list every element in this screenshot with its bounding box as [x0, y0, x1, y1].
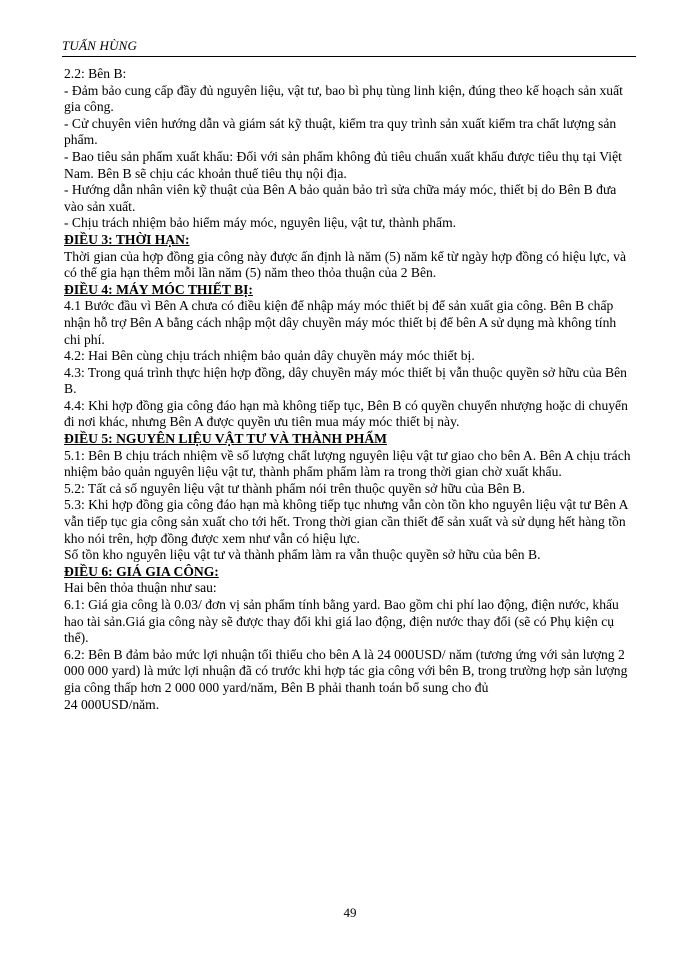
paragraph: 6.2: Bên B đảm bảo mức lợi nhuận tối thiểu cho bên A là 24 000USD/ năm (tương ứng với sản lượng 2 000 000 yard) là mức lợi nhuận đã có trước khi hợp tác gia công với bên B, trong trường hợp sản lượng gia công thấp hơn 2 000 000 yard/năm, Bên B phải thanh toán bổ sung cho đủ — [64, 646, 628, 695]
section-heading: ĐIỀU 4: MÁY MÓC THIẾT BỊ: — [64, 281, 253, 297]
page-number: 49 — [343, 905, 357, 920]
document-body — [64, 66, 636, 713]
paragraph: Hai bên thỏa thuận như sau: — [64, 580, 217, 596]
paragraph: - Hướng dẫn nhân viên kỹ thuật của Bên A bảo quản bảo trì sửa chữa máy móc, thiết bị do Bên B đưa vào sản xuất. — [64, 182, 617, 214]
paragraph: - Chịu trách nhiệm bảo hiểm máy móc, nguyên liệu, vật tư, thành phẩm. — [64, 215, 457, 231]
paragraph: 4.3: Trong quá trình thực hiện hợp đồng, dây chuyền máy móc thiết bị vẫn thuộc quyền sở hữu của Bên B. — [64, 364, 627, 397]
paragraph: 2.2: Bên B: — [64, 66, 127, 81]
section-heading: ĐIỀU 5: NGUYÊN LIỆU VẬT TƯ VÀ THÀNH PHẨM — [64, 431, 388, 447]
paragraph: Số tồn kho nguyên liệu vật tư và thành phẩm làm ra vẫn thuộc quyền sở hữu của bên B. — [64, 547, 541, 563]
paragraph: 5.2: Tất cả số nguyên liệu vật tư thành phẩm nói trên thuộc quyền sở hữu của Bên B. — [64, 480, 526, 496]
paragraph: 4.2: Hai Bên cùng chịu trách nhiệm bảo quản dây chuyền máy móc thiết bị. — [64, 348, 475, 364]
running-header: TUẤN HÙNG — [62, 38, 636, 57]
paragraph: 6.1: Giá gia công là 0.03/ đơn vị sản phẩm tính bằng yard. Bao gồm chi phí lao động, điện nước, khấu hao tài sản.Giá gia công này sẽ được thay đổi khi giá lao động, điện nước thay đổi (sẽ có Phụ kiện cụ thể). — [64, 597, 619, 646]
paragraph: - Đảm bảo cung cấp đầy đủ nguyên liệu, vật tư, bao bì phụ tùng linh kiện, đúng theo kế hoạch sản xuất gia công. — [64, 82, 623, 115]
paragraph: 5.1: Bên B chịu trách nhiệm về số lượng chất lượng nguyên liệu vật tư giao cho bên A. Bên A chịu trách nhiệm bảo quản nguyên liệu vật tư, thành phẩm phẩm làm ra trong thời gian chờ xuất khẩu. — [64, 447, 631, 480]
section-heading: ĐIỀU 6: GIÁ GIA CÔNG: — [64, 563, 219, 579]
paragraph: 4.4: Khi hợp đồng gia công đáo hạn mà không tiếp tục, Bên B có quyền chuyển nhượng hoặc di chuyển đi nơi khác, nhưng Bên A được quyền ưu tiên mua máy móc thiết bị này. — [64, 397, 628, 430]
paragraph: 4.1 Bước đầu vì Bên A chưa có điều kiện để nhập máy móc thiết bị để sản xuất gia công. Bên B chấp nhận hỗ trợ Bên A bằng cách nhập một dây chuyền máy móc thiết bị để bên A sử dụng mà không tính chi phí. — [64, 298, 617, 347]
paragraph: 5.3: Khi hợp đồng gia công đáo hạn mà không tiếp tục nhưng vẫn còn tồn kho nguyên liệu vật tư Bên A vẫn tiếp tục gia công sản xuất cho tới hết. Trong thời gian cần thiết để sản xuất và sử dụng hết hàng tồn kho nói trên, hợp đồng được xem như vẫn có hiệu lực. — [64, 497, 628, 546]
section-heading: ĐIỀU 3: THỜI HẠN: — [64, 231, 190, 247]
paragraph: - Cử chuyên viên hướng dẫn và giám sát kỹ thuật, kiểm tra quy trình sản xuất kiểm tra chất lượng sản phẩm. — [64, 115, 617, 148]
paragraph: - Bao tiêu sản phẩm xuất khẩu: Đối với sản phẩm không đủ tiêu chuẩn xuất khẩu được tiêu thụ tại Việt Nam. Bên B sẽ chịu các khoản thuế tiêu thụ nội địa. — [64, 148, 622, 181]
paragraph: Thời gian của hợp đồng gia công này được ấn định là năm (5) năm kể từ ngày hợp đồng có hiệu lực, và có thể gia hạn thêm mỗi lần năm (5) năm theo thỏa thuận của 2 Bên. — [64, 248, 626, 281]
paragraph: 24 000USD/năm. — [64, 696, 160, 712]
